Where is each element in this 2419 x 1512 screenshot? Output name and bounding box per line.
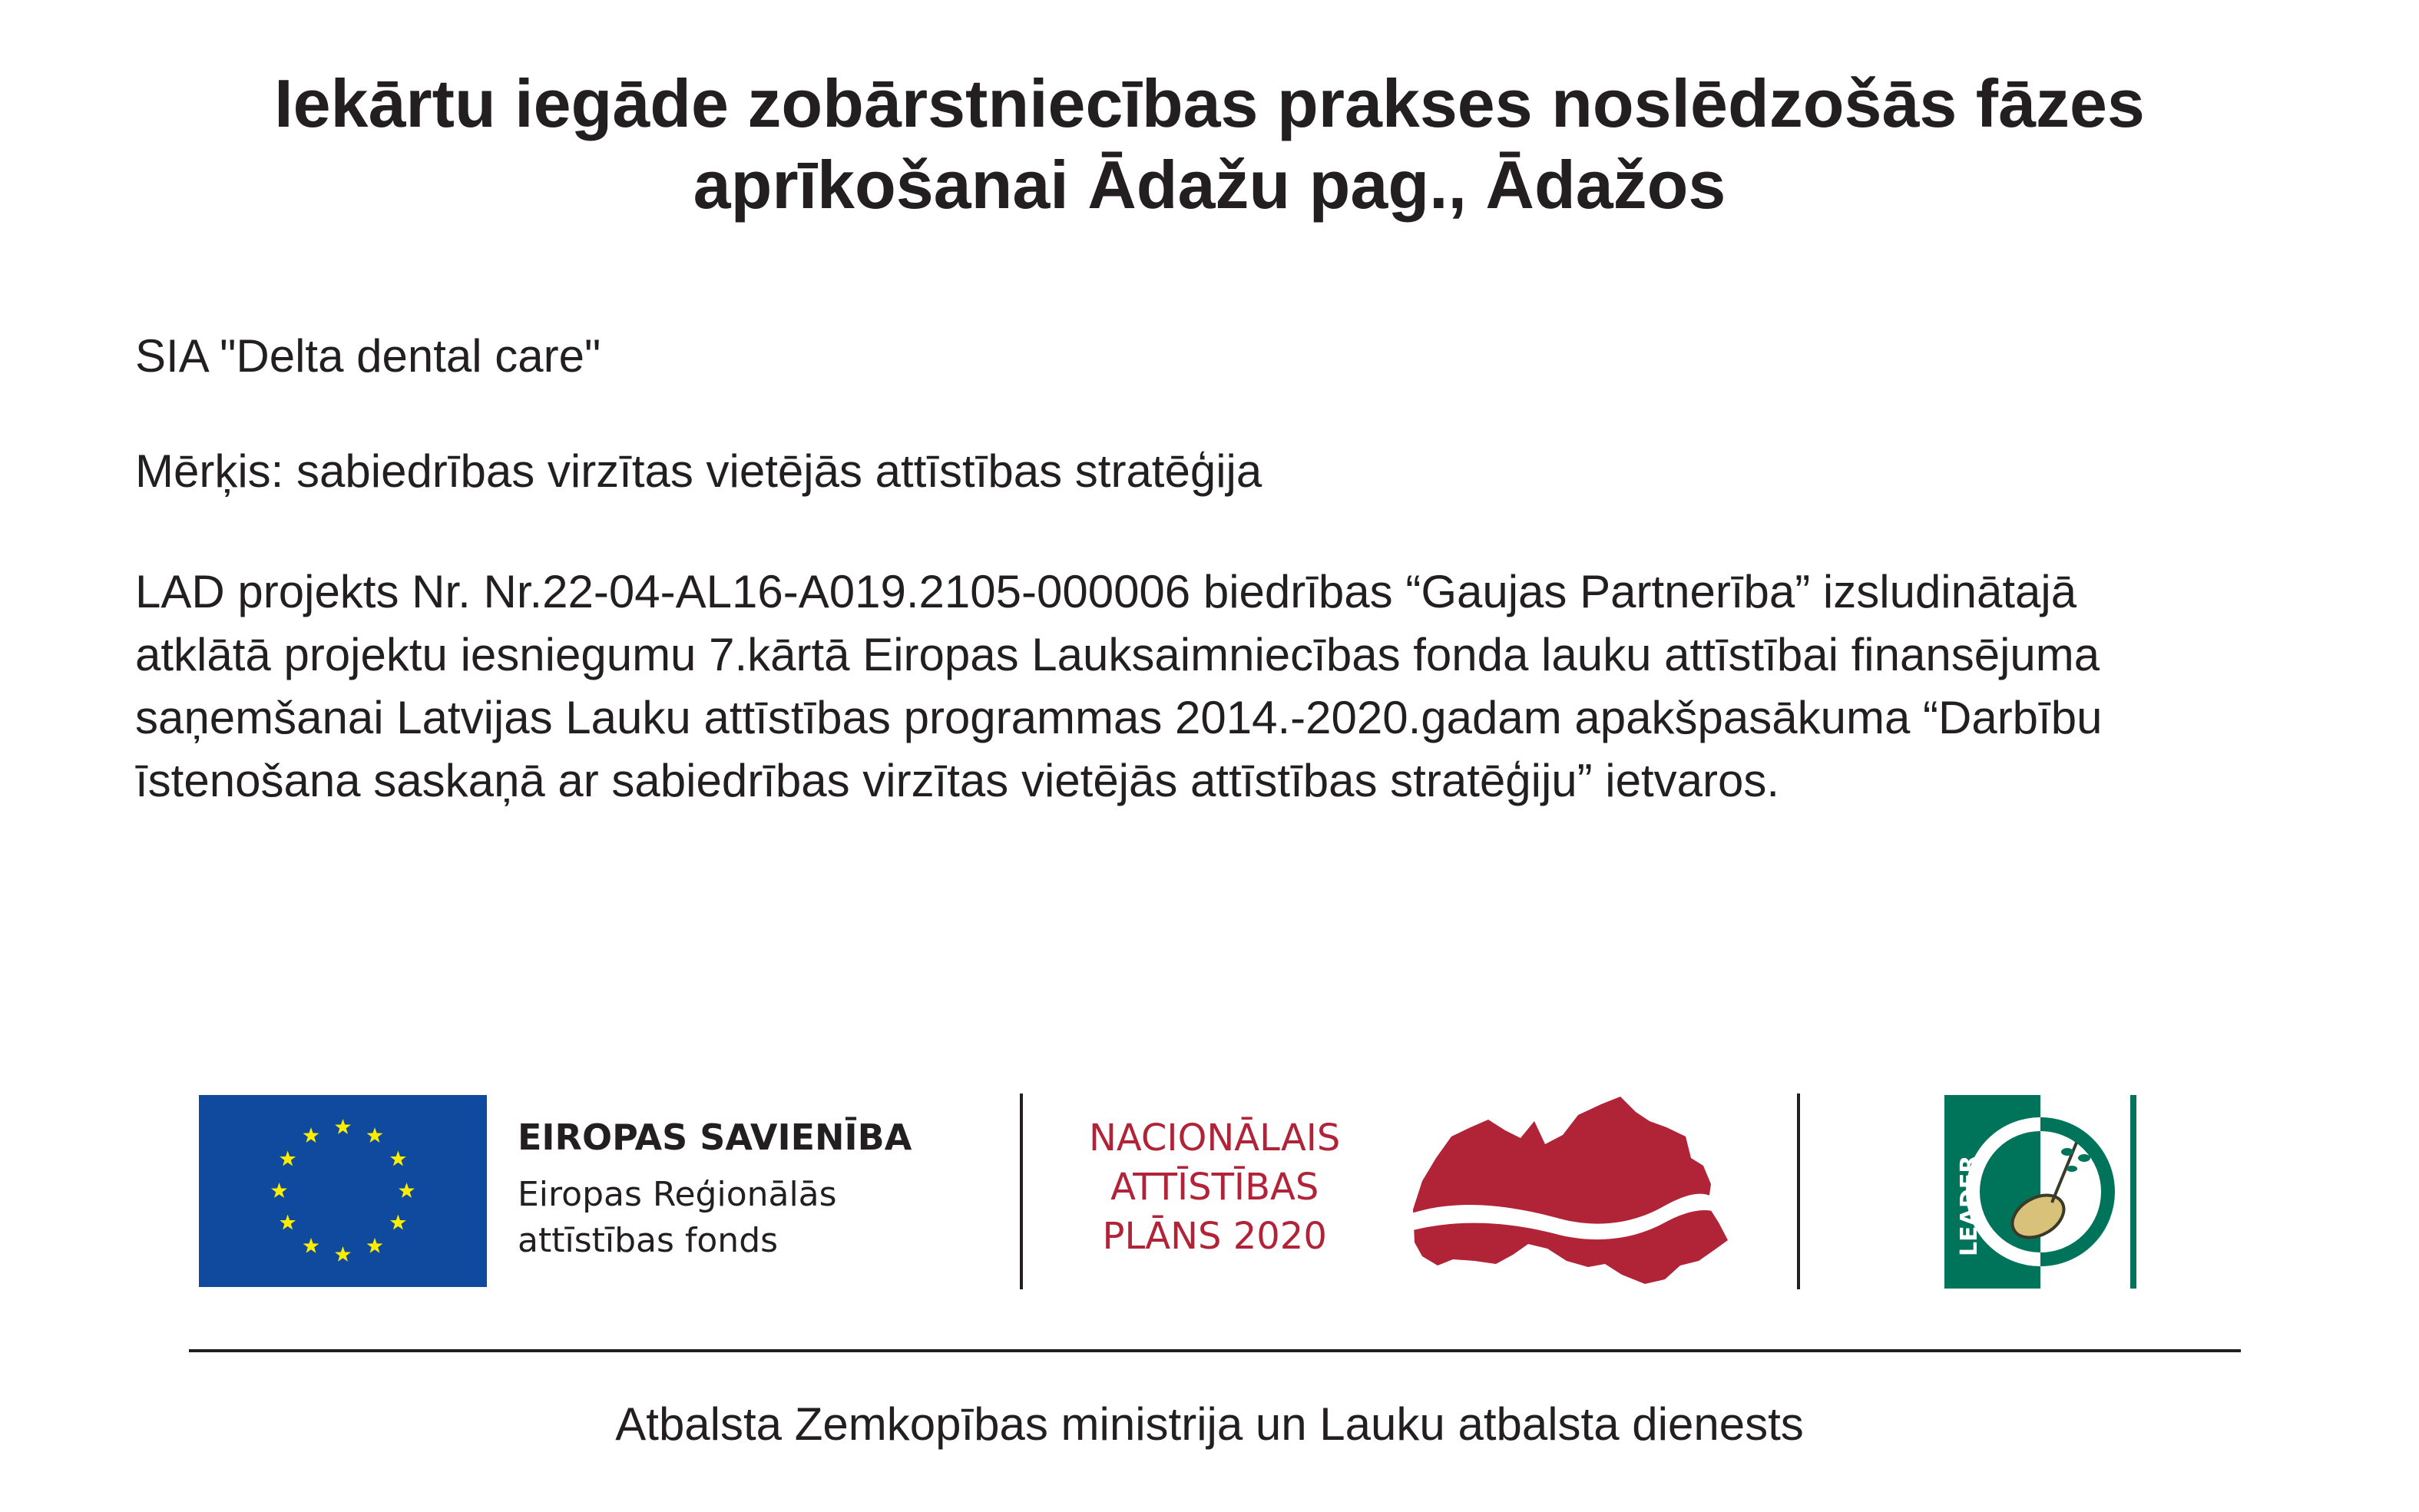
eu-subtitle-line-1: Eiropas Reģionālās	[518, 1175, 837, 1214]
project-goal: Mērķis: sabiedrības virzītas vietējās attīstības stratēģija	[135, 445, 1262, 497]
description-line: atklātā projektu iesniegumu 7.kārtā Eiropas Lauksaimniecības fonda lauku attīstībai finansējuma	[135, 629, 2100, 680]
leader-text: LEADER	[1956, 1155, 1983, 1256]
footer-text: Atbalsta Zemkopības ministrija un Lauku atbalsta dienests	[615, 1398, 1804, 1450]
page-title-line-1: Iekārtu iegāde zobārstniecības prakses noslēdzošās fāzes	[274, 65, 2145, 141]
nap-line-2: ATTĪSTĪBAS	[1110, 1166, 1319, 1209]
logo-divider	[1020, 1093, 1023, 1289]
nap-logo-text	[1089, 1113, 1340, 1261]
page-title	[115, 63, 2304, 226]
project-description	[135, 561, 2102, 812]
eu-logo-text	[518, 1110, 912, 1264]
eu-title: EIROPAS SAVIENĪBA	[518, 1117, 912, 1158]
nap-line-1: NACIONĀLAIS	[1089, 1117, 1341, 1160]
description-line: īstenošana saskaņā ar sabiedrības virzītas vietējās attīstības stratēģiju” ietvaros.	[135, 755, 1780, 806]
description-line: LAD projekts Nr. Nr.22-04-AL16-A019.2105-000006 biedrības “Gaujas Partnerība” izsludinātajā	[135, 566, 2077, 617]
company-name: SIA "Delta dental care"	[135, 330, 601, 382]
logo-divider	[1797, 1093, 1800, 1289]
description-line: saņemšanai Latvijas Lauku attīstības programmas 2014.-2020.gadam apakšpasākuma “Darbību	[135, 692, 2103, 743]
page-title-line-2: aprīkošanai Ādažu pag., Ādažos	[693, 147, 1726, 223]
leader-logo-icon	[1944, 1095, 2136, 1289]
latvia-map-icon	[1405, 1090, 1736, 1290]
eu-subtitle	[518, 1172, 912, 1264]
eu-flag-icon	[199, 1095, 487, 1287]
footer-divider	[189, 1349, 2241, 1352]
eu-subtitle-line-2: attīstības fonds	[518, 1221, 779, 1260]
nap-line-3: PLĀNS 2020	[1102, 1215, 1327, 1258]
